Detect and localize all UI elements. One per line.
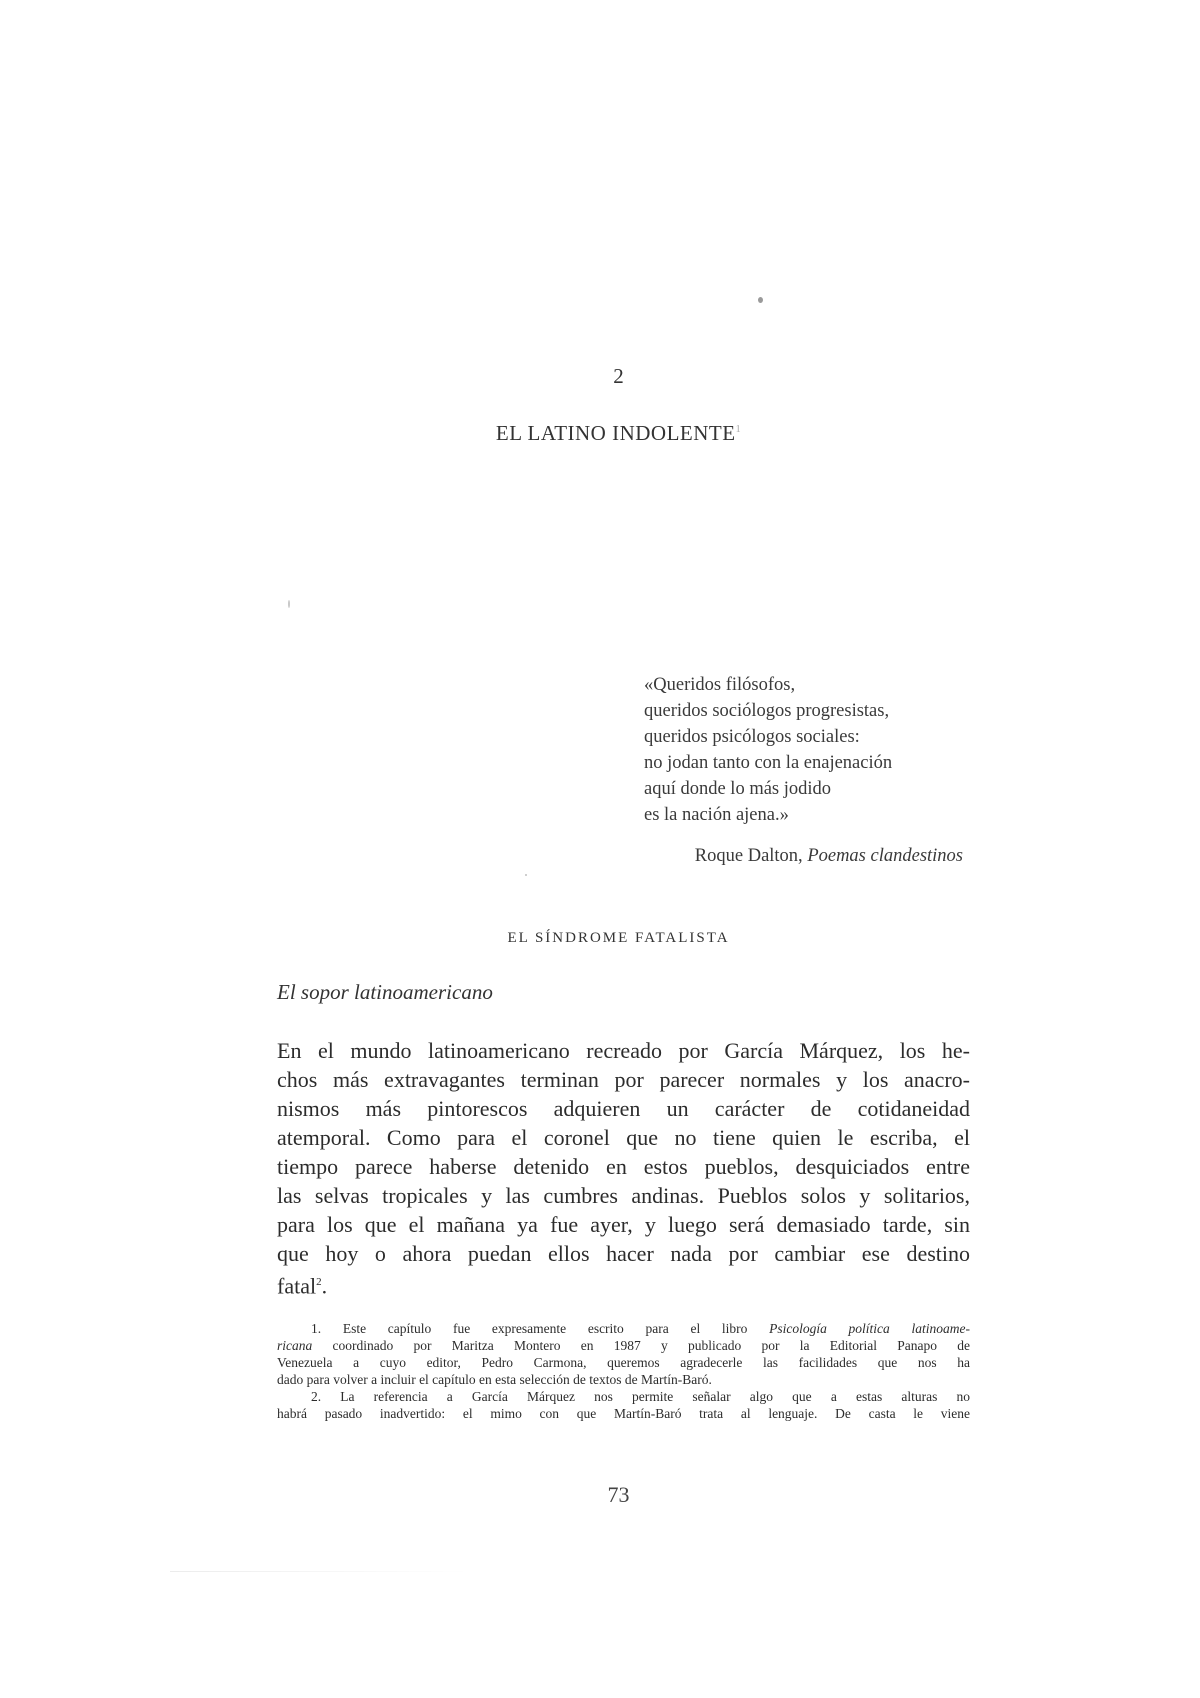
body-line: que hoy o ahora puedan ellos hacer nada por cambiar ese destino: [277, 1241, 970, 1266]
epigraph-author: Roque Dalton,: [694, 846, 808, 866]
scan-speck: [758, 297, 763, 303]
body-line: [277, 1268, 970, 1300]
footnotes: [277, 1320, 970, 1422]
epigraph-attribution: [630, 846, 963, 867]
footnote-text: 1. Este capítulo fue expresamente escrito para el libro: [311, 1321, 770, 1336]
epigraph-work-title: Poemas clandestinos: [807, 846, 963, 866]
footnote-book-title: Psicología política latinoame-: [769, 1321, 970, 1336]
body-line: chos más extravagantes terminan por parecer normales y los anacro-: [277, 1067, 970, 1092]
chapter-number: 2: [613, 364, 624, 388]
body-line: nismos más pintorescos adquieren un carácter de cotidaneidad: [277, 1096, 970, 1121]
epigraph-line: «Queridos filósofos,: [644, 675, 796, 695]
body-line: las selvas tropicales y las cumbres andinas. Pueblos solos y solitarios,: [277, 1183, 970, 1208]
page-number: 73: [607, 1482, 630, 1507]
body-line: En el mundo latinoamericano recreado por García Márquez, los he-: [277, 1038, 970, 1063]
epigraph-line: no jodan tanto con la enajenación: [644, 753, 893, 773]
footnote-book-title: ricana: [277, 1338, 313, 1353]
scan-speck: [525, 874, 527, 876]
body-line: para los que el mañana ya fue ayer, y luego será demasiado tarde, sin: [277, 1212, 970, 1237]
body-line: atemporal. Como para el coronel que no tiene quien le escriba, el: [277, 1125, 970, 1150]
footnote-2-line: 2. La referencia a García Márquez nos permite señalar algo que a estas alturas no: [311, 1389, 970, 1404]
chapter-title: [0, 421, 1200, 446]
footnote-2-line: habrá pasado inadvertido: el mimo con que Martín-Baró trata al lenguaje. De casta le viene: [277, 1406, 970, 1421]
epigraph-line: queridos sociólogos progresistas,: [644, 701, 890, 721]
footnote-1-line: Venezuela a cuyo editor, Pedro Carmona, queremos agradecerle las facilidades que nos ha: [277, 1355, 970, 1370]
epigraph-line: es la nación ajena.»: [644, 805, 789, 825]
epigraph: [644, 672, 974, 828]
body-last-word: fatal: [277, 1273, 317, 1299]
scan-edge-shadow: [170, 1571, 470, 1572]
footnote-text: coordinado por Maritza Montero en 1987 y publicado por la Editorial Panapo de: [312, 1338, 970, 1353]
body-footnote-ref: 2: [316, 1276, 322, 1288]
scan-speck: [288, 600, 290, 608]
body-last-period: .: [321, 1273, 328, 1299]
footnote-1-line: [277, 1320, 970, 1337]
body-line: tiempo parece haberse detenido en estos pueblos, desquiciados entre: [277, 1154, 970, 1179]
epigraph-line: aquí donde lo más jodido: [644, 779, 832, 799]
footnote-1-line: dado para volver a incluir el capítulo en esta selección de textos de Martín-Baró.: [277, 1372, 712, 1387]
footnote-1-line: [277, 1337, 970, 1354]
chapter-title-footnote-ref: 1: [735, 424, 742, 435]
body-paragraph: [277, 1036, 970, 1300]
epigraph-line: queridos psicólogos sociales:: [644, 727, 860, 747]
chapter-title-text: EL LATINO INDOLENTE: [495, 421, 736, 445]
subsection-heading: El sopor latinoamericano: [277, 980, 493, 1004]
section-heading: EL SÍNDROME FATALISTA: [507, 930, 730, 946]
